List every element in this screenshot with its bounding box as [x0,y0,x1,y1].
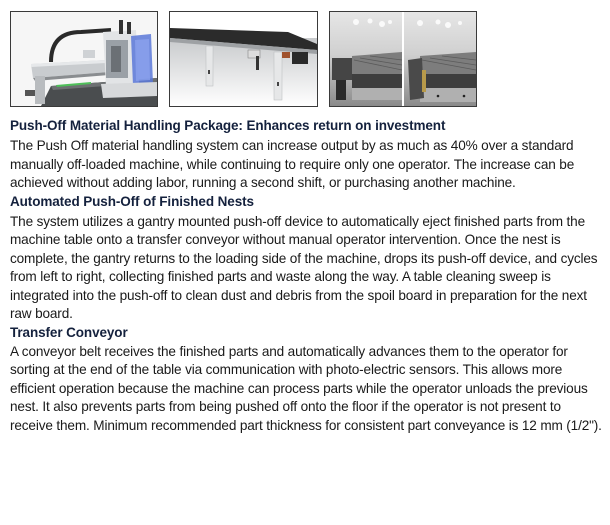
cnc-machine-image [10,11,158,107]
section-heading: Push-Off Material Handling Package: Enhances return on investment [10,118,446,133]
section-heading: Transfer Conveyor [10,324,128,340]
section-heading: Automated Push-Off of Finished Nests [10,193,254,209]
section-transfer-conveyor [10,324,602,436]
push-off-device-image [329,11,477,107]
article [10,117,602,435]
section-body: The Push Off material handling system can increase output by as much as 40% over a standard manually off-loaded machine, while continuing to require only one operator. The increase can be achieved without adding labor, running a second shift, or purchasing another machine. [10,138,575,190]
section-push-off-package [10,117,602,193]
conveyor-image [169,11,318,107]
section-automated-push-off [10,193,602,324]
section-body: A conveyor belt receives the finished parts and automatically advances them to the operator for sorting at the end of the table via communication with photo-electric sensors. This allows more efficient operation because the machine can process parts while the operator unloads the previous nest. It also prevents parts from being pushed off onto the floor if the operator is not present to receive them. Minimum recommended part thickness for consistent part conveyance is 12 mm (1/2"). [10,343,602,433]
section-body: The system utilizes a gantry mounted push-off device to automatically eject finished parts from the machine table onto a transfer conveyor without manual operator intervention. Once the nest is complete, the gantry returns to the loading side of the machine, drops its push-off device, and cycles from left to right, collecting finished parts and waste along the way. A table cleaning sweep is integrated into the push-off to clean dust and debris from the spoil board in preparation for the next raw board. [10,213,598,321]
